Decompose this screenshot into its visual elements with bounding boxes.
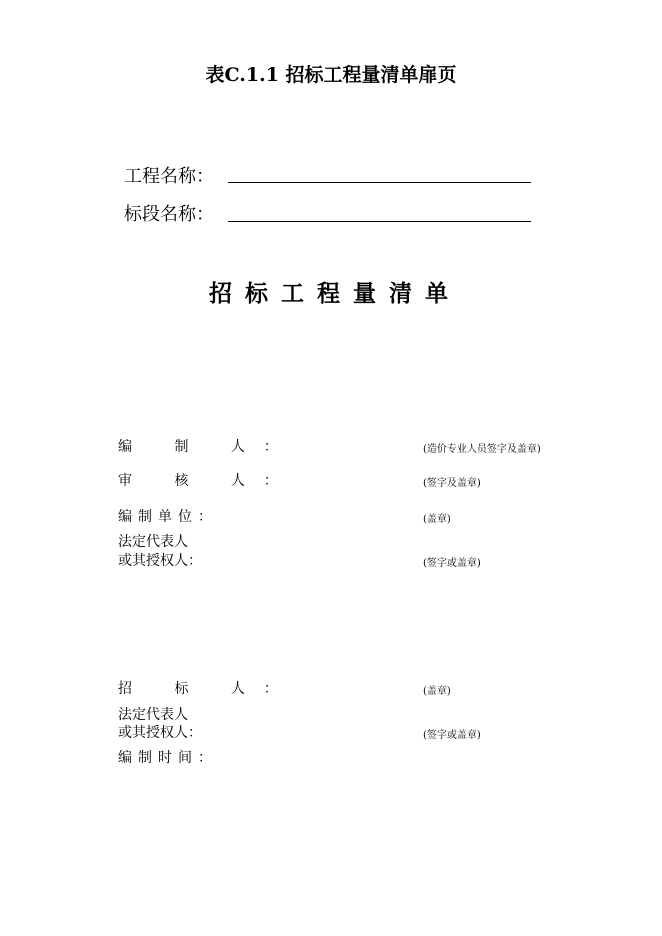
legal-rep-2-line2: 或其授权人： [118,725,202,741]
section-name-label: 标段名称： [124,204,214,225]
compiler-note: (造价专业人员签字及盖章) [423,444,541,455]
legal-rep-2-note: (签字或盖章) [423,730,481,741]
compiling-unit-label: 编制单位： [118,509,218,525]
project-name-line [228,182,531,183]
compiling-unit-note: (盖章) [423,514,451,525]
legal-rep-2-line1: 法定代表人 [118,707,188,723]
legal-rep-1-line1: 法定代表人 [118,534,188,550]
section-name-line [228,221,531,222]
reviewer-note: (签字及盖章) [423,478,481,489]
reviewer-label: 审 核 人： [118,473,297,489]
tenderer-note: (盖章) [423,686,451,697]
compiler-label: 编 制 人： [118,439,297,455]
tenderer-label: 招 标 人： [118,681,297,697]
legal-rep-1-note: (签字或盖章) [423,558,481,569]
table-title: 表C.1.1 招标工程量清单扉页 [205,64,457,86]
compile-time-label: 编制时间： [118,750,218,766]
main-title: 招标工程量清单 [209,280,461,307]
project-name-label: 工程名称： [124,166,214,187]
legal-rep-1-line2: 或其授权人： [118,553,202,569]
